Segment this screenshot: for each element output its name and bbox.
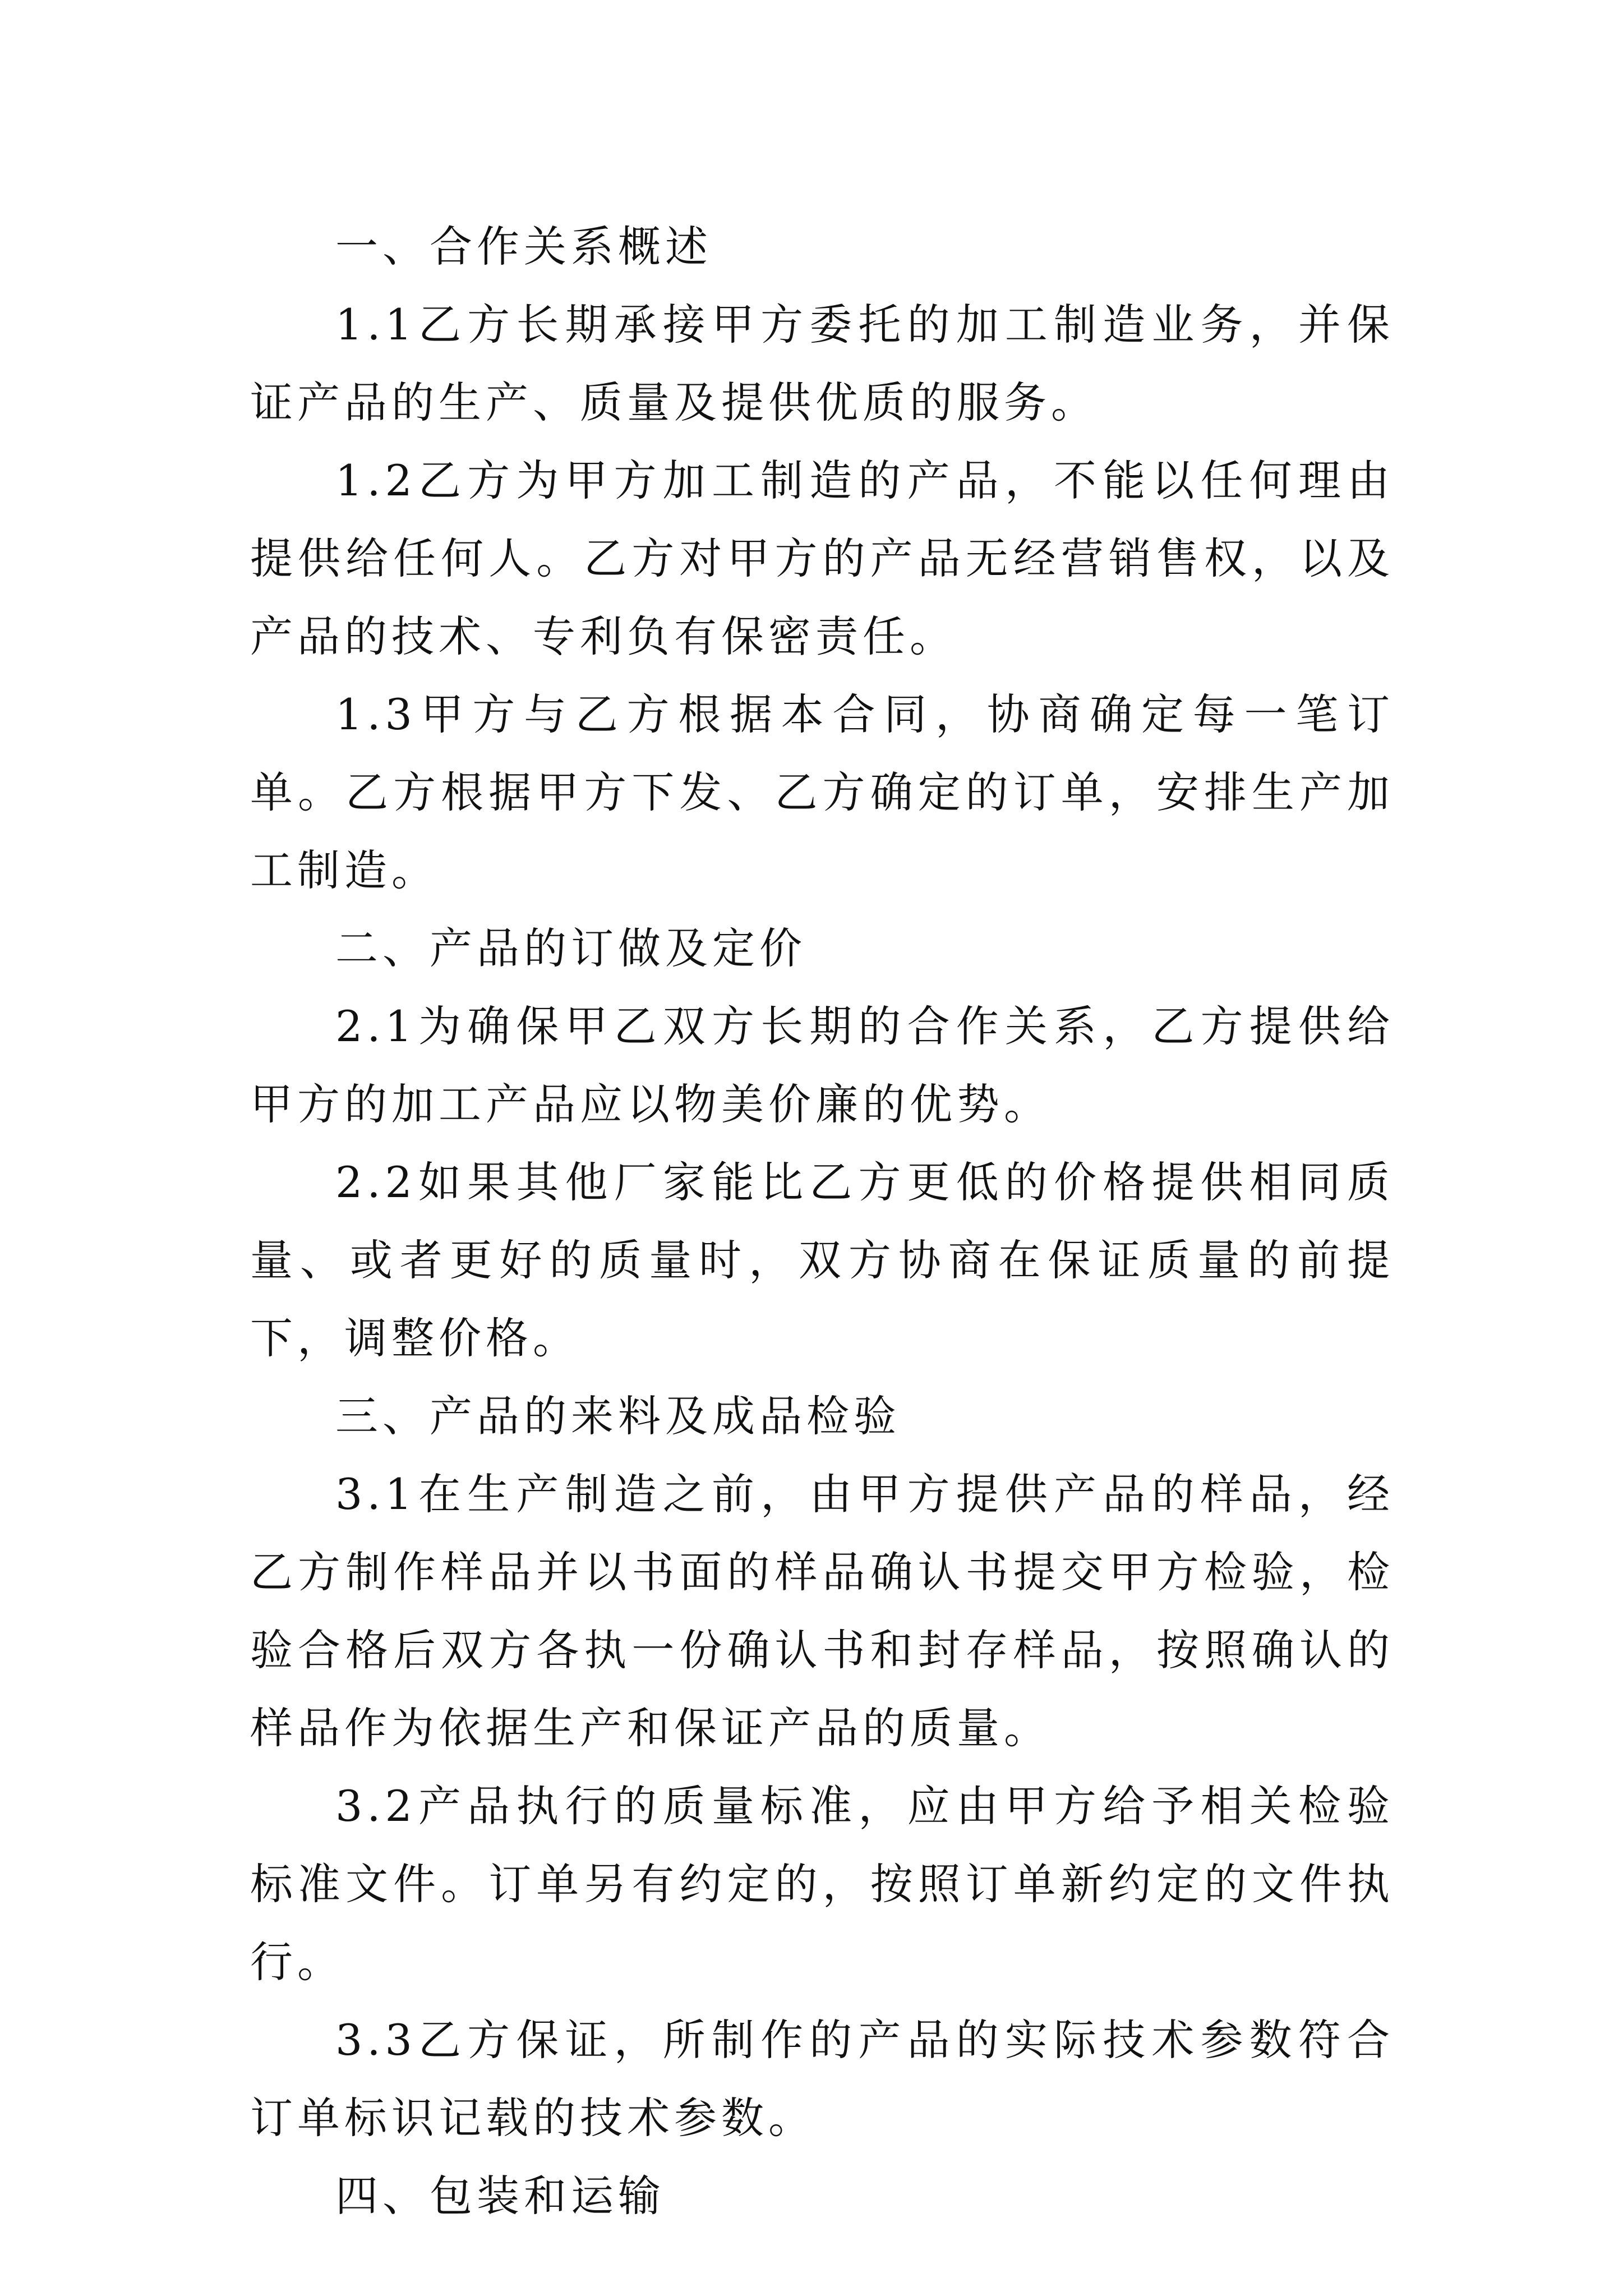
document-body: [250, 208, 1394, 2235]
clause-3-3: 3.3乙方保证，所制作的产品的实际技术参数符合订单标识记载的技术参数。: [250, 2015, 1394, 2143]
section-heading-3: 三、产品的来料及成品检验: [335, 1391, 901, 1441]
section-heading-2: 二、产品的订做及定价: [335, 923, 806, 973]
clause-1-1: 1.1乙方长期承接甲方委托的加工制造业务，并保证产品的生产、质量及提供优质的服务。: [250, 300, 1394, 427]
clause-2-2: 2.2如果其他厂家能比乙方更低的价格提供相同质量、或者更好的质量时，双方协商在保证质量的前提下，调整价格。: [250, 1157, 1394, 1363]
clause-1-3: 1.3甲方与乙方根据本合同，协商确定每一笔订单。乙方根据甲方下发、乙方确定的订单，安排生产加工制造。: [250, 689, 1394, 895]
clause-1-2: 1.2乙方为甲方加工制造的产品，不能以任何理由提供给任何人。乙方对甲方的产品无经营销售权，以及产品的技术、专利负有保密责任。: [250, 455, 1394, 661]
clause-3-1: 3.1在生产制造之前，由甲方提供产品的样品，经乙方制作样品并以书面的样品确认书提交甲方检验，检验合格后双方各执一份确认书和封存样品，按照确认的样品作为依据生产和保证产品的质量。: [250, 1469, 1394, 1753]
section-heading-1: 一、合作关系概述: [335, 222, 712, 272]
section-heading-4: 四、包装和运输: [335, 2171, 665, 2221]
clause-2-1: 2.1为确保甲乙双方长期的合作关系，乙方提供给甲方的加工产品应以物美价廉的优势。: [250, 1001, 1394, 1129]
clause-3-2: 3.2产品执行的质量标准，应由甲方给予相关检验标准文件。订单另有约定的，按照订单新约定的文件执行。: [250, 1781, 1394, 1987]
